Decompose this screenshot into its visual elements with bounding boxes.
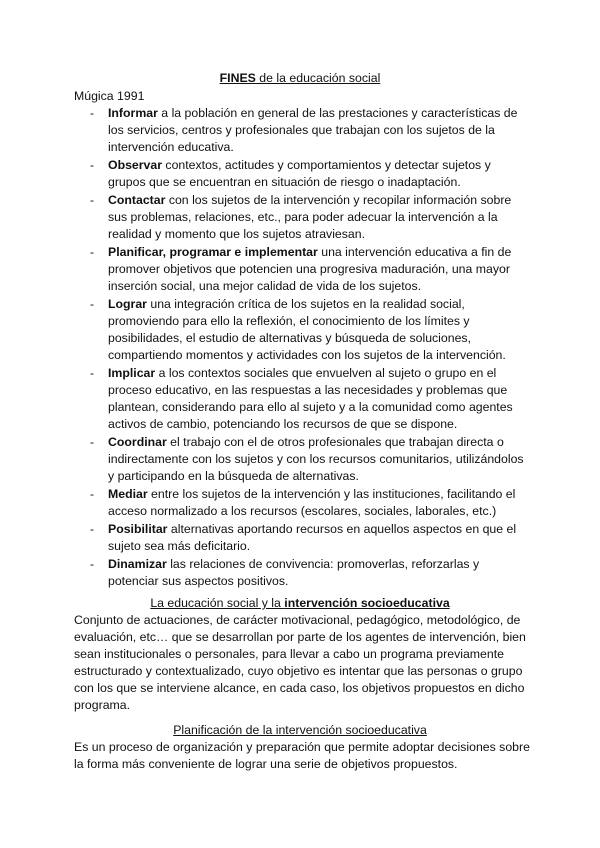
bullet-dash: - bbox=[90, 193, 95, 207]
item-keyword: Planificar, programar e implementar bbox=[108, 245, 318, 259]
list-item bbox=[0, 521, 528, 555]
item-keyword: Implicar bbox=[108, 366, 156, 380]
list-item bbox=[0, 556, 528, 590]
heading-intervencion-bold: intervención socioeducativa bbox=[284, 596, 450, 610]
bullet-dash: - bbox=[90, 158, 95, 172]
list-item bbox=[0, 157, 528, 191]
author-citation: Múgica 1991 bbox=[74, 89, 145, 103]
list-item bbox=[0, 192, 528, 243]
heading-fines-rest: de la educación social bbox=[255, 71, 381, 85]
bullet-dash: - bbox=[90, 522, 95, 536]
heading-fines bbox=[0, 70, 600, 87]
item-text: las relaciones de convivencia: promoverlas, reforzarlas y potenciar sus aspectos positivos. bbox=[108, 557, 480, 588]
item-keyword: Coordinar bbox=[108, 435, 167, 449]
bullet-dash: - bbox=[90, 487, 95, 501]
item-text: entre los sujetos de la intervención y las instituciones, facilitando el acceso normalizado a los recursos (escolares, sociales, laborales, etc.) bbox=[108, 487, 516, 518]
list-item bbox=[0, 434, 528, 485]
list-item bbox=[0, 244, 528, 295]
list-item bbox=[0, 105, 528, 156]
item-text: contextos, actitudes y comportamientos y detectar sujetos y grupos que se encuentran en situación de riesgo o inadaptación. bbox=[108, 158, 491, 189]
item-text: con los sujetos de la intervención y recopilar información sobre sus problemas, relaciones, etc., para poder adecuar la intervención a la realidad y momento que los sujetos atraviesan. bbox=[108, 193, 512, 241]
paragraph-planificacion: Es un proceso de organización y preparación que permite adoptar decisiones sobre la forma más conveniente de lograr una serie de objetivos propuestos. bbox=[74, 740, 530, 771]
list-item bbox=[0, 296, 528, 364]
bullet-dash: - bbox=[90, 297, 95, 311]
item-keyword: Lograr bbox=[108, 297, 147, 311]
list-item bbox=[0, 486, 528, 520]
paragraph-intervencion: Conjunto de actuaciones, de carácter motivacional, pedagógico, metodológico, de evaluación, etc… que se desarrollan por parte de los agentes de intervención, bien sean institucionales o personales, para llevar a cabo un programa previamente estructurado y contextualizado, cuyo objetivo es intentar que las personas o grupo con los que se interviene alcance, en cada caso, los objetivos propuestos en dicho programa. bbox=[74, 613, 526, 712]
heading-fines-bold: FINES bbox=[219, 71, 256, 85]
list-item bbox=[0, 365, 528, 433]
heading-intervencion bbox=[0, 595, 600, 612]
item-keyword: Contactar bbox=[108, 193, 166, 207]
fines-list bbox=[0, 105, 600, 591]
item-text: una intervención educativa a fin de promover objetivos que potencien una progresiva maduración, una mayor inserción social, una mejor calidad de vida de los sujetos. bbox=[108, 245, 512, 293]
item-keyword: Informar bbox=[108, 106, 158, 120]
item-text: a la población en general de las prestaciones y características de los servicios, centros y profesionales que trabajan con los sujetos de la intervención educativa. bbox=[108, 106, 518, 154]
item-keyword: Observar bbox=[108, 158, 163, 172]
item-keyword: Dinamizar bbox=[108, 557, 167, 571]
item-text: alternativas aportando recursos en aquellos aspectos en que el sujeto sea más deficitario. bbox=[108, 522, 517, 553]
item-text: una integración crítica de los sujetos en la realidad social, promoviendo para ello la reflexión, el conocimiento de los límites y posibilidades, el estudio de alternativas y búsqueda de soluciones, compartiendo momentos y actividades con los sujetos de la intervención. bbox=[108, 297, 506, 362]
item-text: a los contextos sociales que envuelven al sujeto o grupo en el proceso educativo, en las respuestas a las necesidades y problemas que plantean, considerando para ello al sujeto y a la comunidad como agentes activos de cambio, potenciando los recursos de que se dispone. bbox=[108, 366, 513, 431]
heading-planificacion: Planificación de la intervención socioeducativa bbox=[173, 723, 427, 737]
item-text: el trabajo con el de otros profesionales que trabajan directa o indirectamente con los sujetos y con los recursos comunitarios, utilizándolos y participando en la búsqueda de alternativas. bbox=[108, 435, 524, 483]
heading-intervencion-plain: La educación social y la bbox=[150, 596, 285, 610]
bullet-dash: - bbox=[90, 245, 95, 259]
bullet-dash: - bbox=[90, 366, 95, 380]
item-keyword: Mediar bbox=[108, 487, 148, 501]
bullet-dash: - bbox=[90, 106, 95, 120]
item-keyword: Posibilitar bbox=[108, 522, 168, 536]
bullet-dash: - bbox=[90, 435, 95, 449]
bullet-dash: - bbox=[90, 557, 95, 571]
